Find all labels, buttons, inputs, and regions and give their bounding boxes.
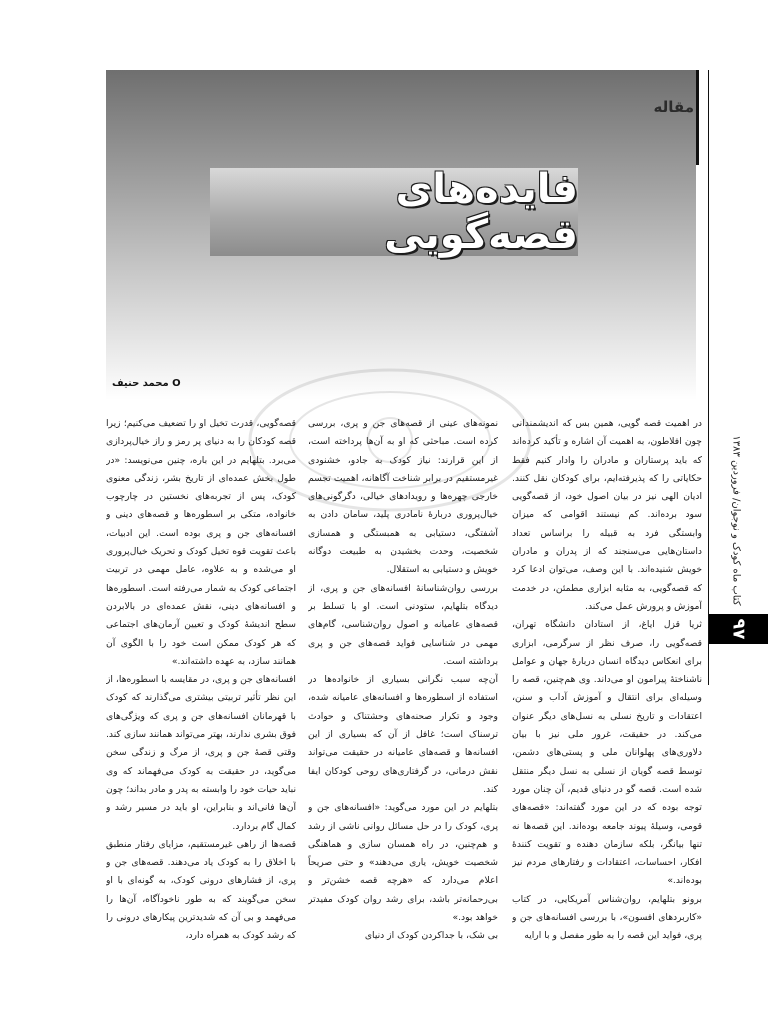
paragraph: قصه‌ها از راهی غیرمستقیم، مزایای رفتار منطبق با اخلاق را به کودک یاد می‌دهند. قصه‌های جن و پری، از فشارهای درونی کودک، به گونه‌ای با او سخن می‌گویند که به طور ناخودآگاه، آن‌ها را می‌فهمد و بی آن که شدیدترین پیکارهای درونی را که رشد کودک به همراه دارد، xyxy=(106,838,296,942)
text-column-right xyxy=(512,415,702,1010)
paragraph: برونو بتلهایم، روان‌شناس آمریکایی، در کتاب «کاربردهای افسون»، با بررسی افسانه‌های جن و پری، فواید این قصه را به طور مفصل و با ارایه xyxy=(512,893,702,942)
paragraph: افسانه‌های جن و پری، در مقایسه با اسطوره‌ها، از این نظر تأثیر تربیتی بیشتری می‌گذارند که کودک با قهرمانان افسانه‌های جن و پری که ویژگی‌های فوق بشری ندارند، بهتر می‌تواند همانند سازی کند. وقتی قصهٔ جن و پری، از مرگ و زندگی سخن می‌گوید، در حقیقت به کودک می‌فهماند که وی نباید حیات خود را وابسته به پدر و مادر بداند؛ چون آن‌ها فانی‌اند و بنابراین، او باید در مسیر رشد و کمال گام بردارد. xyxy=(106,674,296,832)
header-vertical-rule xyxy=(696,70,699,165)
page-number: ۹۷ xyxy=(728,618,749,640)
section-label: مقاله xyxy=(653,98,694,116)
title-box xyxy=(210,168,578,256)
paragraph: قصه‌گویی، قدرت تخیل او را تضعیف می‌کنیم؛ زیرا قصه کودکان را به دنیای پر رمز و راز خیال‌پردازی می‌برد. بتلهایم در این باره، چنین می‌نویسد: «در طول بخش عمده‌ای از تاریخ بشر، زندگی معنوی کودک، پس از تجربه‌های نخستین در چارچوب خانواده، متکی بر اسطوره‌ها و قصه‌های دینی و افسانه‌های جن و پری بوده است. این ادبیات، باعث تقویت قوه تخیل کودک و تحریک خیال‌پروری او می‌شده و به علاوه، عامل مهمی در تربیت اجتماعی کودک به شمار می‌رفته است. اسطوره‌ها و افسانه‌های دینی، نقش عمده‌ای در بالابردن سطح اندیشهٔ کودک و تعیین آرمان‌های اجتماعی که هر کودک ممکن است خود را با الگوی آن همانند سازد، به عهده داشته‌اند.» xyxy=(106,418,296,667)
text-column-left xyxy=(106,415,296,1010)
running-title: کتاب ماه کودک و نوجوان/ فروردین ۱۳۸۳ xyxy=(730,434,742,606)
running-title-area xyxy=(716,430,756,610)
paragraph: نمونه‌های عینی از قصه‌های جن و پری، بررسی کرده است. مباحثی که او به آن‌ها پرداخته است، از این قرارند: نیاز کودک به جادو، خشنودی غیرمستقیم در برابر شناخت آگاهانه، اهمیت تجسم خارجی چهره‌ها و رویدادهای خیالی، دگرگونی‌های خیال‌پروری دربارهٔ نامادری پلید، سامان دادن به آشفتگی، دستیابی به همبستگی و همسازی شخصیت، وحدت بخشیدن به طبیعت دوگانه خویش و دستیابی به استقلال. xyxy=(308,418,498,576)
page-number-box xyxy=(709,614,768,644)
paragraph: بی شک، با جداکردن کودک از دنیای xyxy=(364,930,498,942)
paragraph: در اهمیت قصه گویی، همین بس که اندیشمندانی چون افلاطون، به اهمیت آن اشاره و تأکید کرده‌اند که باید پرستاران و مادران را وادار کنیم فقط حکایاتی را که پذیرفته‌ایم، برای کودکان نقل کنند. ادیان الهی نیز در بیان اصول خود، از قصه‌گویی سود برده‌اند. کم نیستند اقوامی که میزان وابستگی فرد به قبیله را براساس تعداد داستان‌هایی می‌سنجند که از پدران و مادران خویش شنیده‌اند. با این وصف، می‌توان ادعا کرد که قصه‌گویی، به مثابه ابزاری مطمئن، در خدمت آموزش و پرورش عمل می‌کند. xyxy=(512,418,702,612)
paragraph: ثریا قزل ایاغ، از استادان دانشگاه تهران، قصه‌گویی را، صرف نظر از سرگرمی، ابزاری برای انعکاس دیدگاه انسان دربارهٔ جهان و عوامل ناشناختهٔ پیرامون او می‌داند. وی هم‌چنین، قصه را وسیله‌ای برای انتقال و آموزش آداب و سنن، اعتقادات و تاریخ نسلی به نسل‌های دیگر عنوان می‌کند. در حقیقت، غرور ملی نیز با بیان دلاوری‌های پهلوانان ملی و پستی‌های دشمن، توسط قصه گویان از نسلی به نسل دیگر منتقل شده است. قصه گو در دنیای قدیم، آن چنان مورد توجه بوده که در این مورد گفته‌اند: «قصه‌های قومی، وسیلهٔ پیوند جامعه بوده‌اند. این قصه‌ها نه تنها بیانگر، بلکه سازمان دهنده و تقویت کنندهٔ افکار، احساسات، اعتقادات و رفتارهای مردم نیز بوده‌اند.» xyxy=(512,619,702,887)
author-line xyxy=(112,378,181,389)
paragraph: بررسی روان‌شناسانهٔ افسانه‌های جن و پری، از دیدگاه بتلهایم، ستودنی است. او با تسلط بر قصه‌های عامیانه و اصول روان‌شناسی، گام‌های مهمی در شناسایی فواید قصه‌های جن و پری برداشته است. xyxy=(308,582,498,667)
article-title: فایده‌های قصه‌گویی xyxy=(384,166,578,258)
paragraph: آن‌چه سبب نگرانی بسیاری از خانواده‌ها در استفاده از اسطوره‌ها و افسانه‌های عامیانه شده، وجود و تکرار صحنه‌های وحشتناک و حوادث ترسناک است؛ غافل از آن که بسیاری از این افسانه‌ها و قصه‌های عامیانه در حقیقت می‌تواند نقش درمانی، در گرفتاری‌های روحی کودکان ایفا کند. xyxy=(308,674,498,795)
author-name: محمد حنیف xyxy=(112,378,169,389)
author-bullet-icon: O xyxy=(172,378,181,389)
text-column-middle xyxy=(308,415,498,1010)
paragraph: بتلهایم در این مورد می‌گوید: «افسانه‌های جن و پری، کودک را در حل مسائل روانی ناشی از رشد و هم‌چنین، در راه همسان سازی و هماهنگی شخصیت خویش، یاری می‌دهند» و حتی صریحاً اعلام می‌دارد که «هرچه قصه خشن‌تر و بی‌رحمانه‌تر باشد، برای رشد روان کودک مفیدتر خواهد بود.» xyxy=(308,802,498,924)
margin-rule xyxy=(708,70,709,685)
